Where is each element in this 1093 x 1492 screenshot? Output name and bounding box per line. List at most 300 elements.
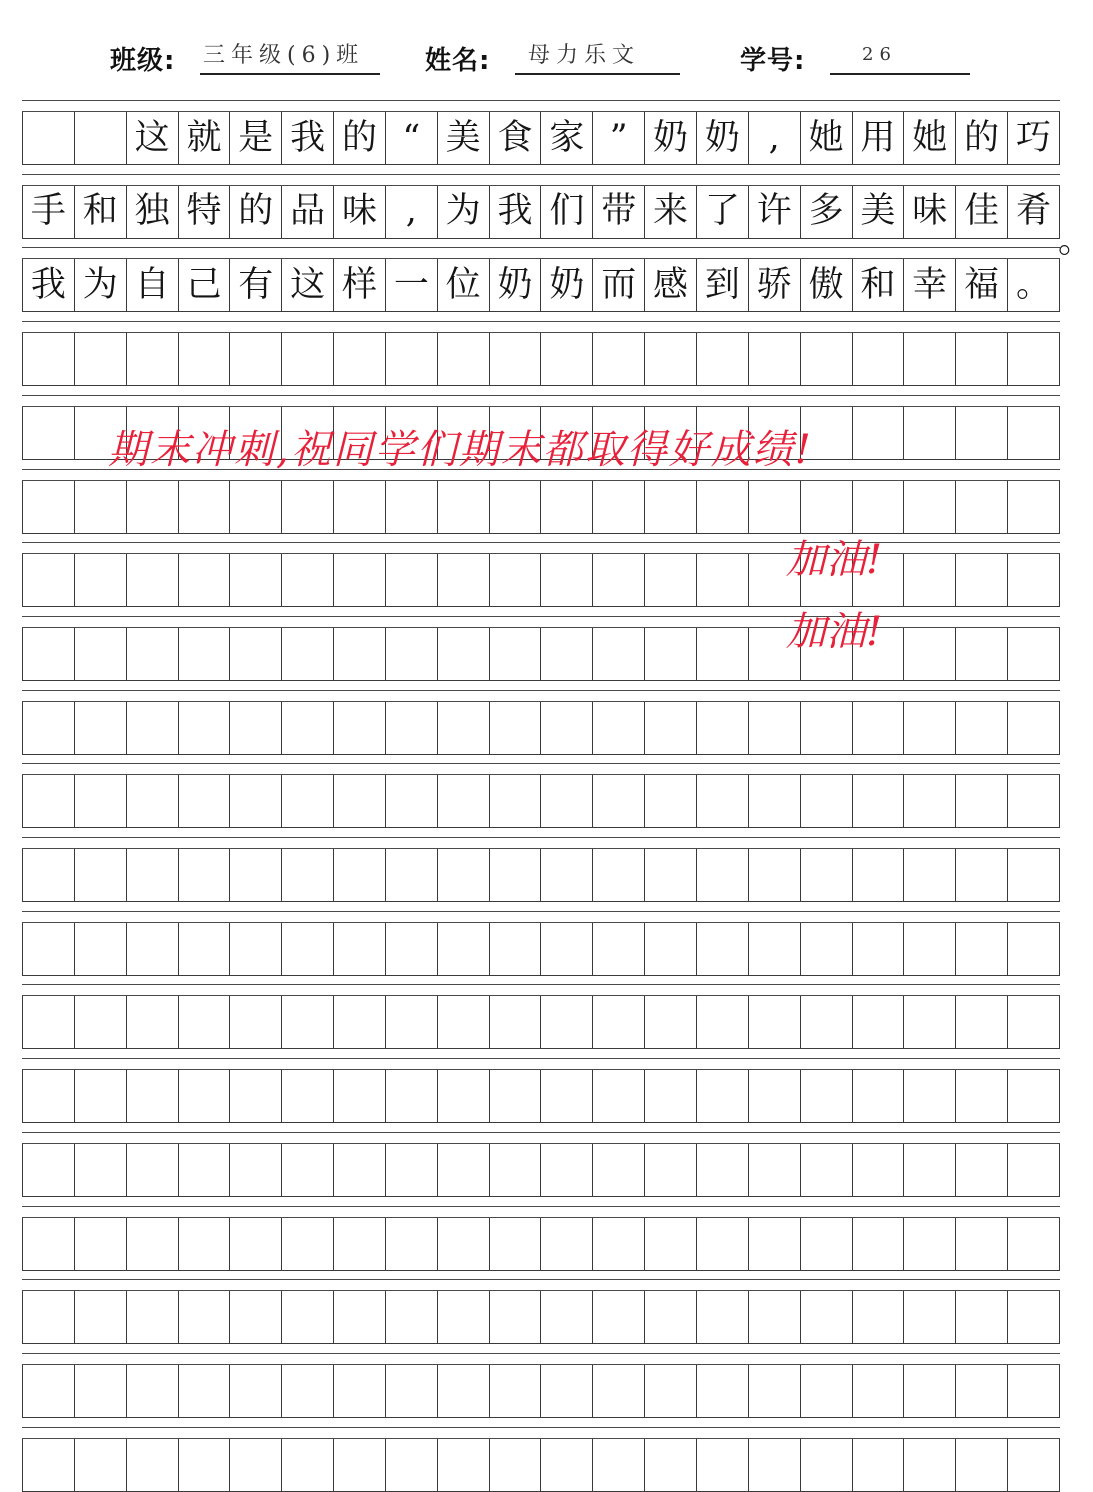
grid-cell [489,923,541,975]
grid-cell [74,333,126,385]
grid-cell [437,333,489,385]
grid-cell: 肴 [1007,186,1060,238]
grid-row [22,1218,1060,1270]
grid-cell [903,923,955,975]
grid-cell: 奶 [644,112,696,164]
grid-cell [748,1144,800,1196]
grid-cell [852,1144,904,1196]
grid-cell [74,554,126,606]
grid-cell [696,481,748,533]
grid-cell: 味 [333,186,385,238]
grid-cell [229,996,281,1048]
grid-cell [22,1144,74,1196]
grid-cell [540,775,592,827]
grid-cell: 样 [333,259,385,311]
grid-cell: 们 [540,186,592,238]
grid-cell [644,849,696,901]
grid-cell [696,628,748,680]
id-value: 26 [862,44,897,65]
grid-cell [178,1439,230,1491]
grid-cell [333,1439,385,1491]
grid-cell [903,1439,955,1491]
grid-cell [540,481,592,533]
grid-row [22,186,1060,238]
grid-cell [903,775,955,827]
grid-cell [955,1070,1007,1122]
grid-cell [385,1070,437,1122]
grid-cell [437,481,489,533]
grid-row-spacer [22,1058,1060,1070]
grid-cell [74,112,126,164]
grid-cell [489,1070,541,1122]
grid-cell [489,628,541,680]
grid-cell [852,1439,904,1491]
grid-cell [592,1291,644,1343]
grid-cell [696,849,748,901]
grid-cell [696,996,748,1048]
worksheet-header [0,0,1080,100]
grid-row-spacer [22,616,1060,628]
grid-cell [74,702,126,754]
grid-cell [696,1070,748,1122]
grid-cell: 美 [437,112,489,164]
grid-cell [955,1144,1007,1196]
grid-cell [178,849,230,901]
grid-cell [178,1144,230,1196]
grid-row-baseline [22,1491,1060,1492]
grid-cell [178,1218,230,1270]
grid-cell [22,333,74,385]
grid-cell [489,333,541,385]
grid-cell [1007,554,1060,606]
grid-cell [489,481,541,533]
class-label: 班级: [110,46,176,76]
grid-cell [903,996,955,1048]
grid-cell [800,1439,852,1491]
grid-cell [1007,1365,1060,1417]
grid-row [22,1144,1060,1196]
grid-cell [540,1439,592,1491]
grid-cell [592,775,644,827]
grid-cell [229,1291,281,1343]
grid-cell [385,628,437,680]
grid-cell [852,1291,904,1343]
grid-cell [489,996,541,1048]
grid-cell [437,554,489,606]
grid-cell [437,1144,489,1196]
grid-cell [644,333,696,385]
grid-row-baseline [22,1196,1060,1197]
grid-row-spacer [22,174,1060,186]
grid-cell [800,333,852,385]
grid-cell: 为 [437,186,489,238]
grid-cell [644,628,696,680]
grid-row-baseline [22,680,1060,681]
grid-row [22,1291,1060,1343]
grid-cell [955,333,1007,385]
grid-cell [644,1144,696,1196]
grid-cell [903,1365,955,1417]
grid-row [22,1439,1060,1491]
grid-cell [800,1144,852,1196]
grid-cell [903,1291,955,1343]
grid-cell [696,702,748,754]
grid-cell [748,333,800,385]
grid-cell: 家 [540,112,592,164]
grid-cell: “ [385,112,437,164]
grid-cell [281,1291,333,1343]
grid-cell [592,481,644,533]
grid-row [22,481,1060,533]
grid-cell [126,628,178,680]
grid-cell [489,1291,541,1343]
grid-cell [644,481,696,533]
grid-cell [592,1439,644,1491]
grid-cell [644,775,696,827]
grid-cell [333,996,385,1048]
teacher-wish-note: 期末冲刺,祝同学们期末都取得好成绩! [108,427,813,473]
grid-cell [592,702,644,754]
teacher-cheer-1: 加油! [786,537,883,583]
name-underline [515,73,680,75]
grid-cell [800,1291,852,1343]
grid-cell [903,702,955,754]
grid-cell [540,1218,592,1270]
grid-cell [74,628,126,680]
grid-cell [178,554,230,606]
grid-cell: 一 [385,259,437,311]
grid-cell [489,1365,541,1417]
grid-cell [22,849,74,901]
grid-cell [696,333,748,385]
grid-cell [178,1365,230,1417]
grid-cell [437,849,489,901]
grid-cell [852,407,904,459]
grid-row-spacer [22,395,1060,407]
grid-cell: 是 [229,112,281,164]
grid-cell [748,849,800,901]
grid-cell [540,554,592,606]
grid-cell [696,554,748,606]
grid-cell [800,1218,852,1270]
grid-row-spacer [22,321,1060,333]
grid-cell [748,1365,800,1417]
grid-cell [696,1218,748,1270]
grid-cell: 为 [74,259,126,311]
grid-cell [955,554,1007,606]
grid-cell [74,1365,126,1417]
grid-row [22,1070,1060,1122]
grid-row [22,259,1060,311]
grid-cell [229,333,281,385]
grid-cell: 特 [178,186,230,238]
grid-cell [126,702,178,754]
grid-cell [229,702,281,754]
grid-cell [644,923,696,975]
grid-cell [592,1365,644,1417]
grid-cell: 福 [955,259,1007,311]
grid-cell [955,1439,1007,1491]
grid-row-spacer [22,1279,1060,1291]
grid-cell [748,775,800,827]
grid-cell [903,628,955,680]
grid-cell [281,481,333,533]
grid-row-baseline [22,1417,1060,1418]
grid-cell [229,923,281,975]
grid-cell: 和 [852,259,904,311]
grid-cell [385,481,437,533]
grid-cell: 多 [800,186,852,238]
grid-cell [644,702,696,754]
grid-cell [333,481,385,533]
grid-cell: 了 [696,186,748,238]
grid-cell: 有 [229,259,281,311]
grid-cell [229,775,281,827]
grid-cell [22,923,74,975]
grid-cell [800,1070,852,1122]
grid-cell [126,1144,178,1196]
grid-cell [126,1218,178,1270]
grid-row-spacer [22,1427,1060,1439]
grid-cell [800,481,852,533]
grid-cell [281,996,333,1048]
grid-cell [437,1365,489,1417]
grid-cell [644,1218,696,1270]
grid-cell [1007,1070,1060,1122]
grid-cell [22,1291,74,1343]
grid-cell [592,1144,644,1196]
grid-cell: , [748,112,800,164]
grid-cell [126,1291,178,1343]
grid-cell: 奶 [489,259,541,311]
grid-cell: 这 [126,112,178,164]
grid-cell [281,775,333,827]
grid-cell [540,628,592,680]
grid-cell [178,1291,230,1343]
grid-cell [540,1144,592,1196]
grid-cell [126,996,178,1048]
id-underline [830,73,970,75]
grid-cell [333,1291,385,1343]
grid-row-spacer [22,911,1060,923]
grid-cell [178,628,230,680]
grid-row-baseline [22,1343,1060,1344]
grid-cell [540,996,592,1048]
line2-overflow-period: 。 [1058,221,1093,261]
grid-cell [852,775,904,827]
grid-cell [592,628,644,680]
grid-cell [437,775,489,827]
grid-cell [22,407,74,459]
grid-cell [74,1218,126,1270]
grid-row-baseline [22,975,1060,976]
grid-cell: 的 [333,112,385,164]
grid-cell [903,1218,955,1270]
grid-cell [437,1439,489,1491]
grid-cell: 用 [852,112,904,164]
grid-cell [1007,481,1060,533]
grid-cell [281,1218,333,1270]
grid-cell [178,481,230,533]
grid-cell: , [385,186,437,238]
grid-cell [1007,849,1060,901]
grid-cell [903,1144,955,1196]
grid-cell [800,702,852,754]
grid-cell [333,923,385,975]
grid-cell [437,996,489,1048]
grid-row-baseline [22,311,1060,312]
grid-cell [489,775,541,827]
grid-cell [22,481,74,533]
grid-cell [22,775,74,827]
grid-cell [955,1291,1007,1343]
grid-cell: 巧 [1007,112,1060,164]
grid-cell [489,1218,541,1270]
grid-cell [696,1291,748,1343]
grid-cell [644,1365,696,1417]
grid-cell [126,554,178,606]
grid-cell [852,849,904,901]
grid-cell [489,1439,541,1491]
grid-row-spacer [22,837,1060,849]
grid-cell [1007,628,1060,680]
grid-cell: 我 [281,112,333,164]
grid-cell [1007,702,1060,754]
grid-row-spacer [22,984,1060,996]
grid-cell: 位 [437,259,489,311]
grid-cell [748,1291,800,1343]
grid-cell [385,1365,437,1417]
name-label: 姓名: [425,46,491,76]
grid-row [22,775,1060,827]
grid-row [22,996,1060,1048]
teacher-cheer-2: 加油! [786,609,883,655]
grid-cell [955,923,1007,975]
grid-cell [126,333,178,385]
grid-cell [281,1365,333,1417]
grid-cell: 自 [126,259,178,311]
grid-cell [22,702,74,754]
grid-cell: 奶 [540,259,592,311]
grid-cell [229,554,281,606]
grid-cell [333,554,385,606]
grid-cell [1007,333,1060,385]
grid-cell [22,996,74,1048]
grid-row-baseline [22,533,1060,534]
grid-cell: 佳 [955,186,1007,238]
grid-row [22,554,1060,606]
grid-cell [281,702,333,754]
grid-cell [385,1218,437,1270]
grid-cell [696,775,748,827]
grid-row-baseline [22,1048,1060,1049]
grid-cell [385,996,437,1048]
grid-cell [281,333,333,385]
grid-cell [540,923,592,975]
grid-cell [126,481,178,533]
grid-cell [903,481,955,533]
grid-row [22,702,1060,754]
grid-cell [903,1070,955,1122]
grid-cell [489,554,541,606]
grid-cell [333,702,385,754]
grid-cell [748,481,800,533]
grid-row-baseline [22,1270,1060,1271]
grid-cell: 来 [644,186,696,238]
grid-cell [178,923,230,975]
grid-cell [178,333,230,385]
grid-cell [592,1070,644,1122]
grid-cell [955,1365,1007,1417]
grid-cell [229,628,281,680]
grid-row-spacer [22,763,1060,775]
grid-cell [852,702,904,754]
grid-cell: 味 [903,186,955,238]
grid-cell [74,775,126,827]
grid-cell [1007,1218,1060,1270]
grid-row [22,112,1060,164]
grid-cell [852,1365,904,1417]
grid-cell [903,849,955,901]
grid-cell [281,554,333,606]
grid-cell [333,849,385,901]
grid-cell [1007,923,1060,975]
grid-cell [696,1439,748,1491]
grid-cell [800,775,852,827]
grid-cell: 而 [592,259,644,311]
grid-cell [281,628,333,680]
grid-cell: 感 [644,259,696,311]
grid-cell [74,481,126,533]
grid-cell [955,481,1007,533]
grid-row-baseline [22,385,1060,386]
grid-row-baseline [22,1122,1060,1123]
name-value: 母力乐文 [528,43,641,68]
grid-cell [852,481,904,533]
grid-cell [385,702,437,754]
grid-cell [333,775,385,827]
grid-cell: 美 [852,186,904,238]
grid-row [22,628,1060,680]
grid-row-baseline [22,827,1060,828]
grid-cell [385,1439,437,1491]
grid-cell [1007,1439,1060,1491]
grid-cell: 这 [281,259,333,311]
grid-cell [437,1291,489,1343]
grid-cell [333,1144,385,1196]
grid-cell: 我 [22,259,74,311]
grid-cell [229,1365,281,1417]
grid-cell [1007,1144,1060,1196]
grid-cell [800,996,852,1048]
grid-cell [74,849,126,901]
grid-cell [644,1439,696,1491]
grid-cell [74,996,126,1048]
grid-cell [281,1439,333,1491]
grid-cell [385,554,437,606]
grid-cell [489,1144,541,1196]
grid-row-spacer [22,100,1060,112]
grid-cell: 食 [489,112,541,164]
grid-cell: 的 [955,112,1007,164]
grid-cell [229,1144,281,1196]
grid-cell [437,923,489,975]
grid-cell [385,1144,437,1196]
grid-cell: 己 [178,259,230,311]
grid-cell [22,1218,74,1270]
writing-grid [22,100,1060,1438]
grid-row [22,923,1060,975]
